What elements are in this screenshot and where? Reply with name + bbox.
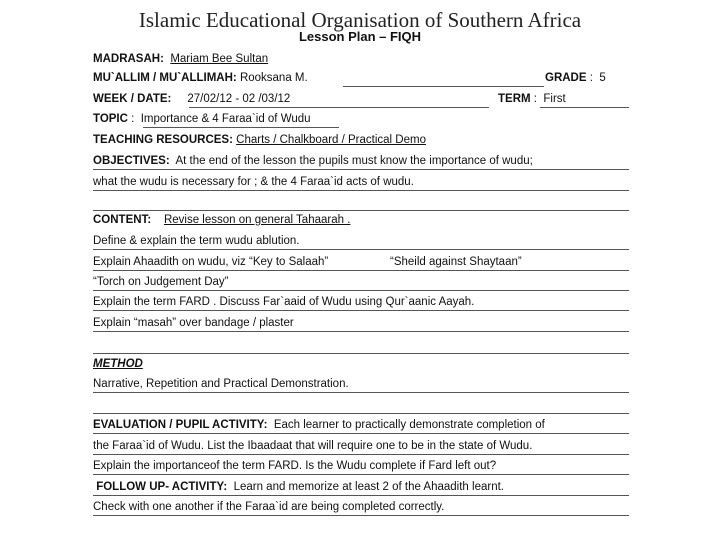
content-line-3a: Explain Ahaadith on wudu, viz “Key to Salaah” [93, 256, 329, 268]
content-line-2: Define & explain the term wudu ablution. [93, 235, 300, 247]
content-label: CONTENT [93, 214, 148, 226]
method-heading-row [93, 357, 629, 375]
content-line-5: Explain the term FARD . Discuss Far`aaid of Wudu using Qur`aanic Aayah. [93, 296, 475, 308]
grade-value: 5 [599, 72, 606, 84]
content-row-6 [93, 316, 629, 334]
followup-row-2 [93, 500, 629, 518]
objectives-row-2 [93, 175, 629, 193]
content-row-3 [93, 255, 629, 273]
week-label: WEEK / DATE [93, 93, 168, 105]
method-label: METHOD [93, 358, 143, 370]
week-row: WEEK / DATE: 27/02/12 - 02 /03/12 TERM : First [93, 92, 629, 110]
followup-line-1: Learn and memorize at least 2 of the Ahaadith learnt. [233, 481, 504, 493]
objectives-line-2: what the wudu is necessary for ; & the 4 Faraa`id acts of wudu. [93, 176, 414, 188]
teacher-row: MU`ALLIM / MU`ALLIMAH: Rooksana M. GRADE : 5 [93, 71, 629, 89]
topic-row: TOPIC : Importance & 4 Faraa`id of Wudu [93, 112, 629, 130]
evaluation-line-3: Explain the importanceof the term FARD. Is the Wudu complete if Fard left out? [93, 460, 497, 472]
objectives-label: OBJECTIVES [93, 155, 166, 167]
blank-line [93, 398, 629, 416]
content-row-4 [93, 275, 629, 293]
term-field: TERM : First [498, 93, 566, 105]
objectives-row: OBJECTIVES: At the end of the lesson the pupils must know the importance of wudu; [93, 154, 629, 172]
teacher-value: Rooksana M. [239, 72, 308, 84]
resources-value: Charts / Chalkboard / Practical Demo [236, 134, 426, 146]
method-row [93, 377, 629, 395]
term-label: TERM [498, 93, 531, 105]
lesson-plan-subtitle: Lesson Plan – FIQH [298, 29, 422, 44]
followup-row: FOLLOW UP- ACTIVITY: Learn and memorize at least 2 of the Ahaadith learnt. [93, 480, 629, 498]
content-row-5 [93, 295, 629, 313]
blank-line [93, 338, 629, 356]
topic-value: Importance & 4 Faraa`id of Wudu [140, 113, 311, 125]
blank-line [93, 195, 629, 213]
madrasah-label: MADRASAH [93, 53, 161, 65]
grade-label: GRADE [545, 72, 587, 84]
followup-label: FOLLOW UP- ACTIVITY [96, 481, 224, 493]
objectives-line-1: At the end of the lesson the pupils must know the importance of wudu; [175, 155, 533, 167]
resources-row: TEACHING RESOURCES: Charts / Chalkboard / Practical Demo [93, 134, 426, 146]
teacher-label: MU`ALLIM / MU`ALLIMAH [93, 72, 233, 84]
organisation-title: Islamic Educational Organisation of Southern Africa [138, 8, 582, 32]
content-line-4: “Torch on Judgement Day” [93, 276, 229, 288]
content-row-2 [93, 234, 629, 252]
evaluation-row-3 [93, 459, 629, 477]
evaluation-row: EVALUATION / PUPIL ACTIVITY: Each learner to practically demonstrate completion of [93, 418, 629, 436]
evaluation-row-2 [93, 439, 629, 457]
grade-field: GRADE : 5 [545, 72, 606, 84]
content-line-6: Explain “masah” over bandage / plaster [93, 317, 294, 329]
week-value: 27/02/12 - 02 /03/12 [187, 93, 291, 105]
resources-label: TEACHING RESOURCES [93, 134, 230, 146]
term-value: First [543, 93, 566, 105]
content-row: CONTENT: Revise lesson on general Tahaarah . [93, 214, 351, 226]
madrasah-value: Mariam Bee Sultan [170, 53, 269, 65]
evaluation-line-1: Each learner to practically demonstrate completion of [273, 419, 545, 431]
followup-line-2: Check with one another if the Faraa`id are being completed correctly. [93, 501, 445, 513]
madrasah-row: MADRASAH: Mariam Bee Sultan [93, 53, 269, 65]
content-line-1: Revise lesson on general Tahaarah . [163, 214, 351, 226]
method-value: Narrative, Repetition and Practical Demonstration. [93, 378, 349, 390]
evaluation-line-2: the Faraa`id of Wudu. List the Ibaadaat that will require one to be in the state of Wudu. [93, 440, 533, 452]
content-line-3b: “Sheild against Shaytaan” [390, 256, 522, 268]
topic-label: TOPIC [93, 113, 128, 125]
evaluation-label: EVALUATION / PUPIL ACTIVITY [93, 419, 264, 431]
